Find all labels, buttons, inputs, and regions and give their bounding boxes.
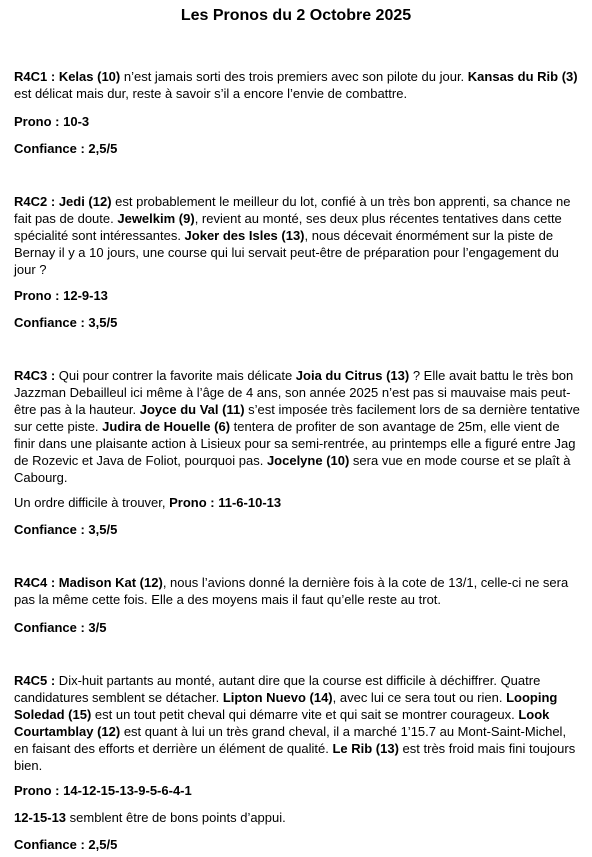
horse-name: Joker des Isles (13) — [184, 228, 305, 243]
horse-name: Kansas du Rib (3) — [467, 69, 578, 84]
race-r4c1-confiance: Confiance : 2,5/5 — [14, 141, 118, 156]
race-r4c1-text: R4C1 : Kelas (10) n’est jamais sorti des trois premiers avec son pilote du jour. Kansas du Rib (3) est délicat mais dur, reste à savoir s’il a encore l’envie de combattre. — [14, 69, 578, 101]
race-r4c3-text: R4C3 : Qui pour contrer la favorite mais délicate Joia du Citrus (13) ? Elle avait battu le très bon Jazzman Debailleul ici même à l’âge de 4 ans, son année 2025 n’est pas si mauvaise mais peut-être pas à la hauteur. Joyce du Val (11) s’est imposée très facilement lors de sa dernière tentative sur cette piste. Judira de Houelle (6) tentera de profiter de son avantage de 25m, elle vient de finir dans une plaisante action à Lisieux pour sa semi-rentrée, au printemps elle a figuré entre Jag de Rozevic et Java de Foliot, pourquoi pas. Jocelyne (10) sera vue en mode course et se plaît à Cabourg. — [14, 368, 580, 485]
race-id: R4C3 : — [14, 368, 56, 383]
horse-name: Looping Soledad (15) — [14, 690, 558, 722]
race-id: R4C1 : — [14, 69, 56, 84]
race-r4c5-prono: Prono : 14-12-15-13-9-5-6-4-1 — [14, 783, 192, 798]
race-r4c2-text: R4C2 : Jedi (12) est probablement le meilleur du lot, confié à un très bon apprenti, sa chance ne fait pas de doute. Jewelkim (9), revient au monté, ses deux plus récentes tentatives dans cette spécialité sont intéressantes. Joker des Isles (13), nous décevait énormément sur la piste de Bernay il y a 10 jours, une course qui lui servait peut-être de préparation pour l’engagement du jour ? — [14, 194, 571, 277]
horse-name: Jedi (12) — [58, 194, 112, 209]
horse-name: Look Courtamblay (12) — [14, 707, 550, 739]
race-r4c1-prono: Prono : 10-3 — [14, 114, 90, 129]
race-id: R4C2 : — [14, 194, 56, 209]
race-r4c4-text: R4C4 : Madison Kat (12), nous l’avions donné la dernière fois à la cote de 13/1, celle-ci ne sera pas la même cette fois. Elle a des moyens mais il faut qu’elle reste au trot. — [14, 575, 569, 607]
race-r4c5-appui: 12-15-13 semblent être de bons points d’appui. — [14, 810, 286, 825]
race-r4c3-confiance: Confiance : 3,5/5 — [14, 522, 118, 537]
horse-name: Judira de Houelle (6) — [102, 419, 231, 434]
page-title: Les Pronos du 2 Octobre 2025 — [180, 7, 412, 24]
horse-name: Jocelyne (10) — [266, 453, 350, 468]
race-r4c2-confiance: Confiance : 3,5/5 — [14, 315, 118, 330]
horse-name: Joia du Citrus (13) — [295, 368, 410, 383]
race-r4c3-prono: Un ordre difficile à trouver, Prono : 11-6-10-13 — [14, 495, 282, 510]
race-id: R4C4 : Madison Kat (12) — [14, 575, 163, 590]
race-r4c4-confiance: Confiance : 3/5 — [14, 620, 107, 635]
race-r4c5-confiance: Confiance : 2,5/5 — [14, 837, 118, 852]
horse-name: Joyce du Val (11) — [139, 402, 245, 417]
horse-name: Jewelkim (9) — [117, 211, 195, 226]
race-r4c5-text: R4C5 : Dix-huit partants au monté, autant dire que la course est difficile à déchiffrer. Quatre candidatures semblent se détacher. Lipton Nuevo (14), avec lui ce sera tout ou rien. Looping Soledad (15) est un tout petit cheval qui démarre vite et qui sait se montrer courageux. Look Courtamblay (12) est quant à lui un très grand cheval, il a marché 1’15.7 au Mont-Saint-Michel, en faisant des efforts et derrière un élément de qualité. Le Rib (13) est très froid mais fini toujours bien. — [14, 673, 576, 773]
horse-name: Kelas (10) — [58, 69, 121, 84]
race-id: R4C5 : — [14, 673, 56, 688]
horse-name: Lipton Nuevo (14) — [222, 690, 333, 705]
race-r4c2-prono: Prono : 12-9-13 — [14, 288, 108, 303]
horse-name: Le Rib (13) — [332, 741, 399, 756]
